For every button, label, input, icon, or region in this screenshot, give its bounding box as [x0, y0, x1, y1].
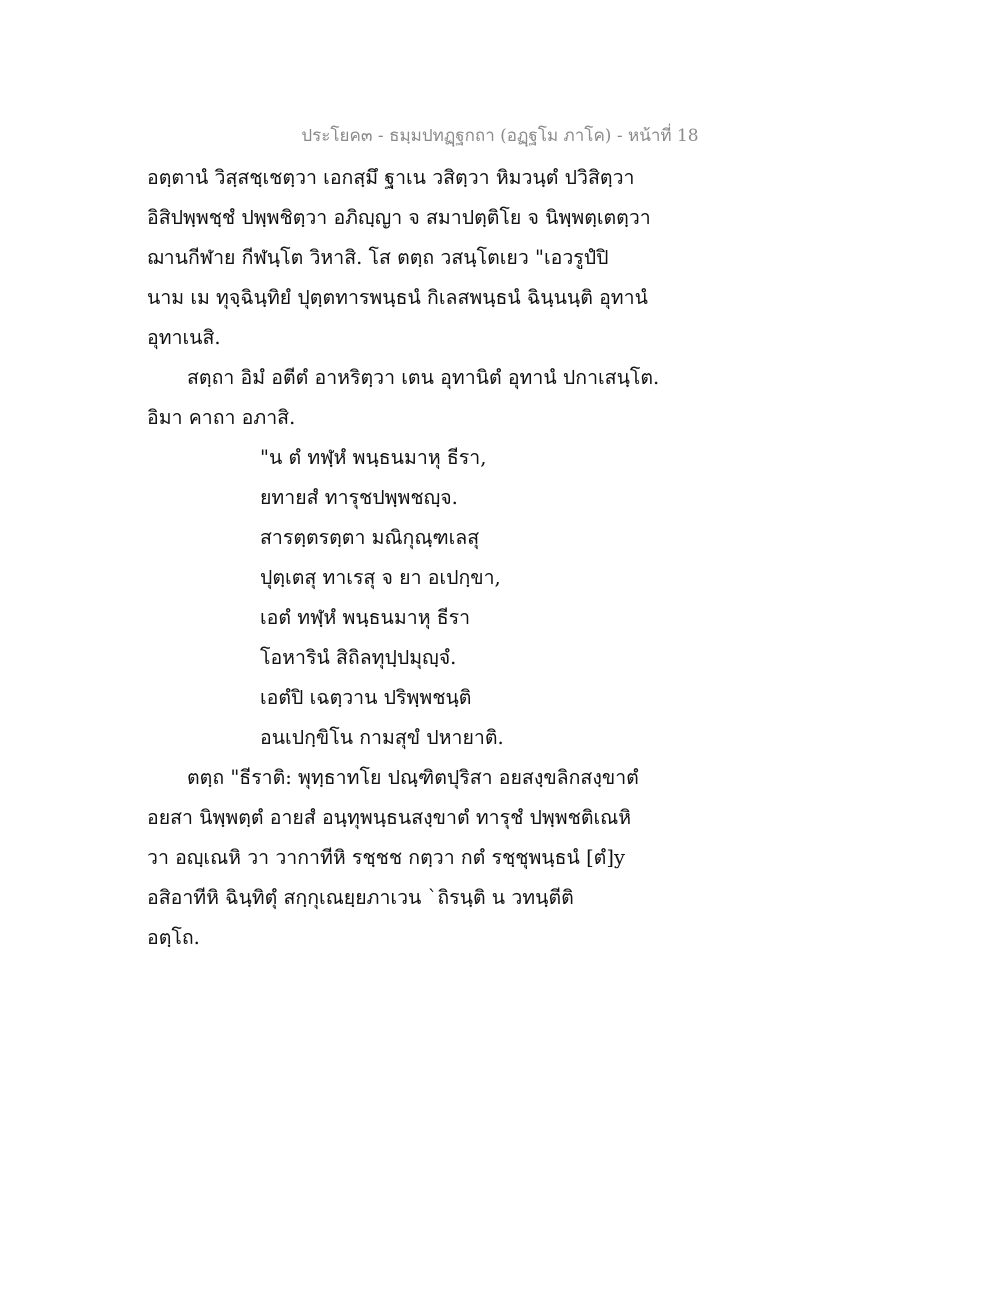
- text-line: อยสา นิพฺพตฺตํ อายสํ อนฺทุพนฺธนสงฺขาตํ ทารุชํ ปพฺพชติเณหิ: [147, 806, 632, 829]
- text-line: อิสิปพฺพชฺชํ ปพฺพชิตฺวา อภิญฺญา จ สมาปตฺติโย จ นิพฺพตฺเตตฺวา: [147, 206, 651, 229]
- verse-line: เอตํ ทฬฺหํ พนฺธนมาหุ ธีรา: [260, 606, 471, 629]
- text-line: สตฺถา อิมํ อตีตํ อาหริตฺวา เตน อุทานิตํ อุทานํ ปกาเสนฺโต.: [187, 366, 660, 389]
- verse-line: ปุตฺเตสุ ทาเรสุ จ ยา อเปกฺขา,: [260, 566, 501, 589]
- text-line: ตตฺถ "ธีราติ: พุทฺธาทโย ปณฺฑิตปุริสา อยสงฺขลิกสงฺขาตํ: [187, 766, 639, 789]
- text-line: อสิอาทีหิ ฉินฺทิตุํ สกฺกุเณยฺยภาเวน `ถิรนฺติ น วทนฺตีติ: [147, 886, 574, 909]
- text-line: นาม เม ทุจฺฉินฺทิยํ ปุตฺตทารพนฺธนํ กิเลสพนฺธนํ ฉินฺนนฺติ อุทานํ: [147, 286, 648, 309]
- body-text: [147, 158, 707, 958]
- text-line: ฌานกีฬาย กีฬนฺโต วิหาสิ. โส ตตฺถ วสนฺโตเยว "เอวรูปํปิ: [147, 246, 609, 269]
- verse-line: สารตฺตรตฺตา มณิกุณฺฑเลสุ: [260, 526, 480, 549]
- verse-line: เอตํปิ เฉตฺวาน ปริพฺพชนฺติ: [260, 686, 472, 709]
- verse-line: "น ตํ ทฬฺหํ พนฺธนมาหุ ธีรา,: [260, 446, 487, 469]
- text-line: อิมา คาถา อภาสิ.: [147, 406, 296, 429]
- text-line: อุทาเนสิ.: [147, 326, 221, 349]
- verse-line: โอหารินํ สิถิลทุปฺปมุญฺจํ.: [260, 646, 457, 669]
- text-line: อตฺโถ.: [147, 926, 200, 949]
- text-line: วา อญฺเณหิ วา วากาทีหิ รชฺชช กตฺวา กตํ รชฺชุพนฺธนํ [ตํ]y: [147, 846, 625, 869]
- verse-line: อนเปกฺขิโน กามสุขํ ปหายาติ.: [260, 726, 504, 749]
- running-header: ประโยค๓ - ธมฺมปทฏฺฐกถา (อฏฺฐโม ภาโค) - หน้าที่ 18: [301, 126, 699, 146]
- text-line: อตฺตานํ วิสฺสชฺเชตฺวา เอกสฺมึ ฐาเน วสิตฺวา หิมวนฺตํ ปวิสิตฺวา: [147, 166, 635, 189]
- verse-line: ยทายสํ ทารุชปพฺพชญฺจ.: [260, 486, 458, 509]
